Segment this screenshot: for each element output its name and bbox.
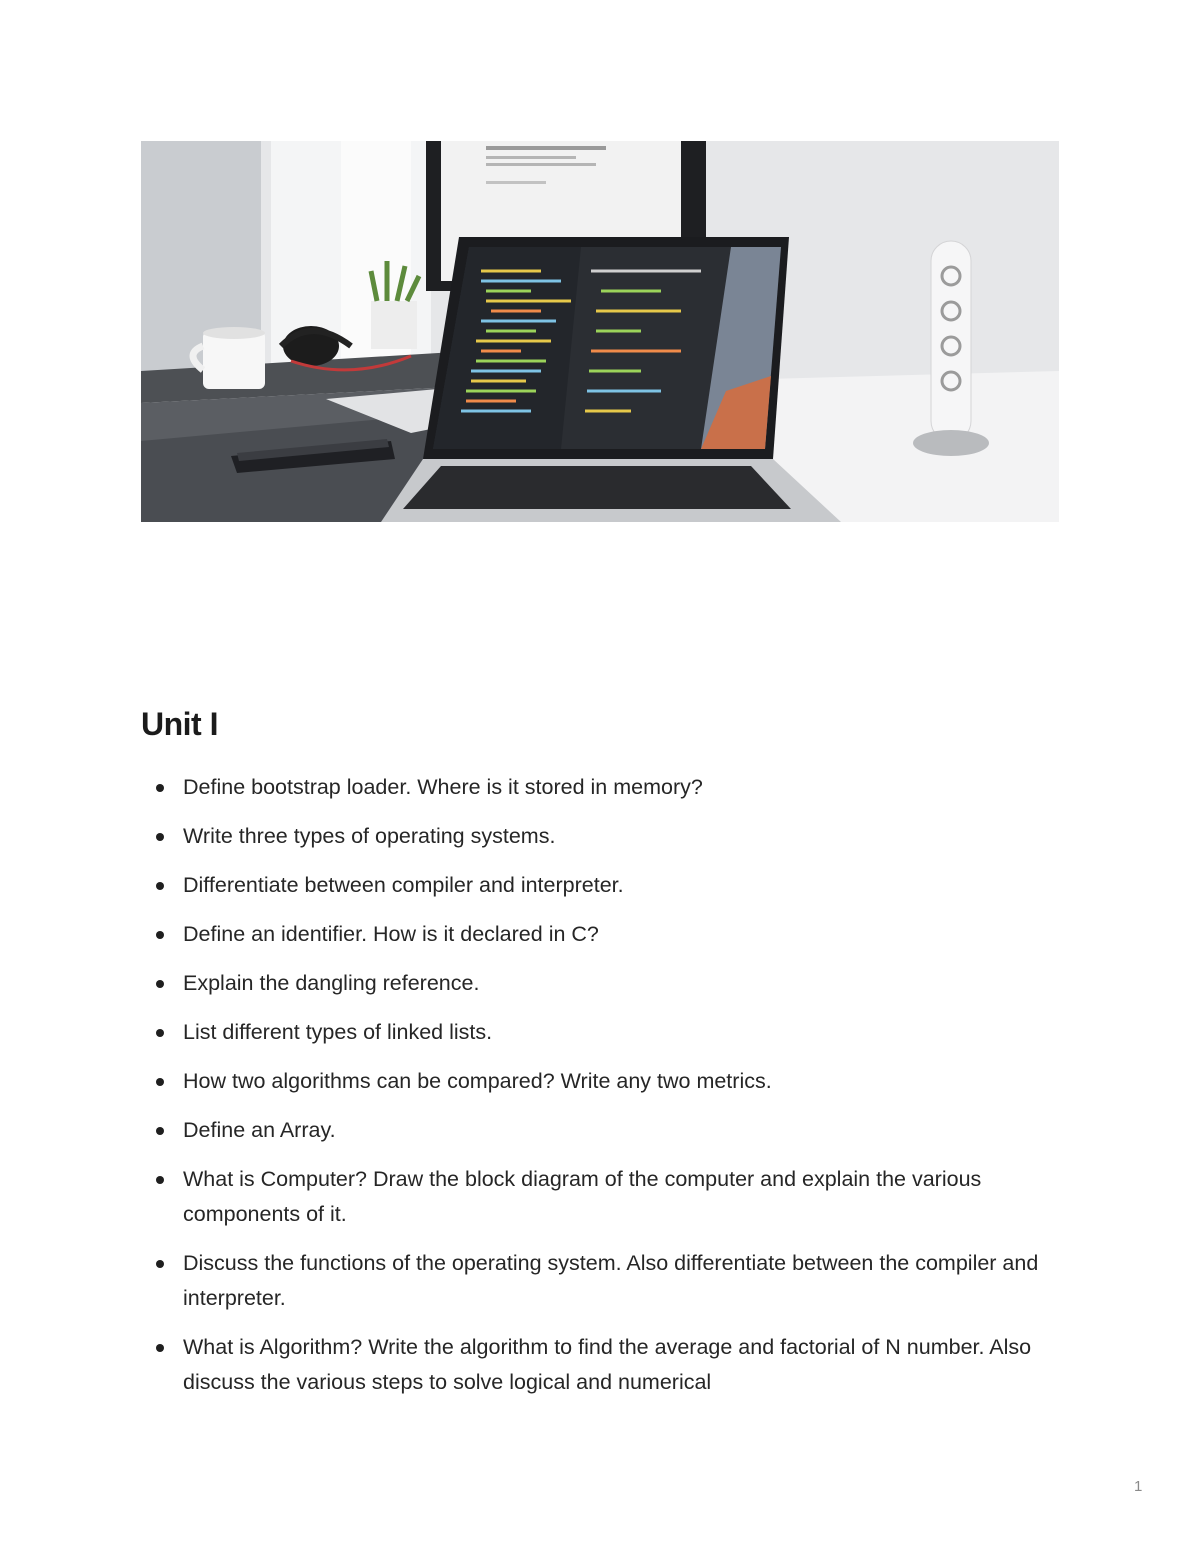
- bullet-icon: [156, 1078, 164, 1086]
- cover-image: [141, 141, 1059, 522]
- bullet-icon: [156, 1344, 164, 1352]
- question-text: What is Algorithm? Write the algorithm to find the average and factorial of N number. Also discuss the various steps to solve logical and numerical: [183, 1335, 1032, 1394]
- bullet-icon: [156, 784, 164, 792]
- desk-laptop-photo: [141, 141, 1059, 522]
- question-text: Differentiate between compiler and interpreter.: [183, 873, 624, 897]
- bullet-icon: [156, 833, 164, 841]
- question-text: How two algorithms can be compared? Write any two metrics.: [183, 1069, 772, 1093]
- list-item: [141, 819, 1051, 854]
- list-item: [141, 1064, 1051, 1099]
- list-item: [141, 966, 1051, 1001]
- list-item: [141, 1330, 1051, 1400]
- bullet-icon: [156, 882, 164, 890]
- list-item: [141, 1113, 1051, 1148]
- bullet-icon: [156, 1127, 164, 1135]
- question-text: Define an identifier. How is it declared in C?: [183, 922, 599, 946]
- question-list: [141, 770, 1051, 1414]
- unit-title: Unit I: [141, 706, 218, 742]
- list-item: [141, 770, 1051, 805]
- question-text: Define an Array.: [183, 1118, 336, 1142]
- list-item: [141, 1246, 1051, 1316]
- list-item: [141, 868, 1051, 903]
- question-text: Write three types of operating systems.: [183, 824, 556, 848]
- bullet-icon: [156, 1176, 164, 1184]
- question-text: Define bootstrap loader. Where is it stored in memory?: [183, 775, 703, 799]
- question-text: What is Computer? Draw the block diagram of the computer and explain the various components of it.: [183, 1167, 982, 1226]
- bullet-icon: [156, 1260, 164, 1268]
- list-item: [141, 917, 1051, 952]
- question-text: Discuss the functions of the operating system. Also differentiate between the compiler and interpreter.: [183, 1251, 1039, 1310]
- page-number: 1: [1134, 1478, 1143, 1495]
- bullet-icon: [156, 931, 164, 939]
- bullet-icon: [156, 980, 164, 988]
- list-item: [141, 1162, 1051, 1232]
- question-text: Explain the dangling reference.: [183, 971, 480, 995]
- list-item: [141, 1015, 1051, 1050]
- question-text: List different types of linked lists.: [183, 1020, 493, 1044]
- bullet-icon: [156, 1029, 164, 1037]
